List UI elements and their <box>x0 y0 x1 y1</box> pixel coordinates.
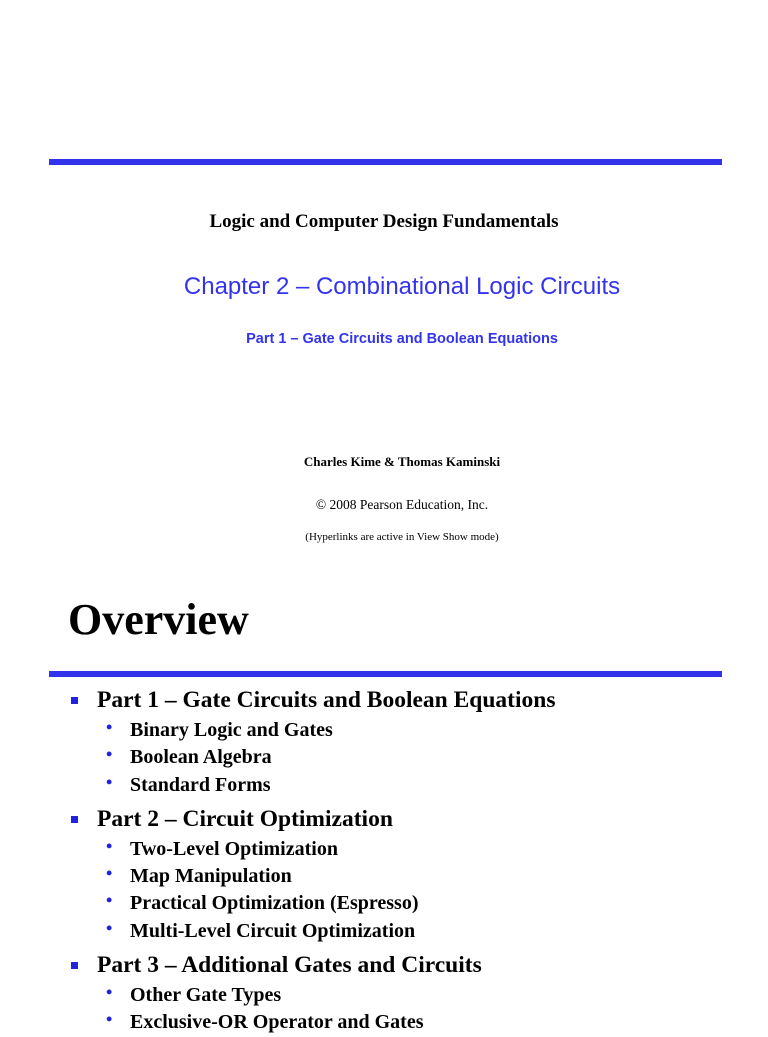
part-subtitle: Part 1 – Gate Circuits and Boolean Equations <box>246 331 558 347</box>
overview-rule <box>49 671 722 677</box>
dot-bullet-icon: • <box>106 717 113 737</box>
course-title: Logic and Computer Design Fundamentals <box>209 211 559 232</box>
outline-item <box>68 863 748 890</box>
hyperlink-note: (Hyperlinks are active in View Show mode) <box>305 531 499 543</box>
outline-part-1 <box>68 684 748 717</box>
dot-bullet-icon: • <box>106 1009 113 1030</box>
outline-item-label: Other Gate Types <box>130 984 282 1007</box>
outline-item <box>68 772 748 799</box>
square-bullet-icon <box>71 816 78 823</box>
outline-item-label: Boolean Algebra <box>130 746 272 769</box>
outline-item-label: Multi-Level Circuit Optimization <box>130 919 416 942</box>
outline-item-label: Map Manipulation <box>130 865 292 888</box>
overview-title: Overview <box>68 595 249 644</box>
outline-item <box>68 918 748 945</box>
dot-bullet-icon: • <box>106 835 113 856</box>
outline-item-label: Binary Logic and Gates <box>130 719 333 741</box>
authors: Charles Kime & Thomas Kaminski <box>303 454 501 469</box>
copyright: © 2008 Pearson Education, Inc. <box>315 497 489 512</box>
overview-outline <box>68 684 748 1037</box>
square-bullet-icon <box>71 697 78 704</box>
dot-bullet-icon: • <box>106 744 113 765</box>
outline-part-2 <box>68 803 748 836</box>
dot-bullet-icon: • <box>106 771 113 792</box>
outline-item <box>68 836 748 863</box>
dot-bullet-icon: • <box>106 863 113 884</box>
outline-item-label: Two-Level Optimization <box>130 837 338 860</box>
outline-item <box>68 890 748 917</box>
outline-item <box>68 1009 748 1036</box>
outline-item-label: Practical Optimization (Espresso) <box>130 892 419 915</box>
square-bullet-icon <box>71 962 78 969</box>
outline-item-label: Standard Forms <box>130 773 271 796</box>
outline-part-3 <box>68 949 748 982</box>
chapter-title: Chapter 2 – Combinational Logic Circuits <box>183 273 621 300</box>
dot-bullet-icon: • <box>106 917 113 938</box>
dot-bullet-icon: • <box>106 982 113 1003</box>
outline-item-label: Exclusive-OR Operator and Gates <box>130 1011 424 1034</box>
outline-item <box>68 717 748 744</box>
dot-bullet-icon: • <box>106 890 113 911</box>
outline-part-label: Part 2 – Circuit Optimization <box>97 805 393 832</box>
outline-item <box>68 744 748 771</box>
title-slide-top-rule <box>49 159 722 165</box>
outline-item <box>68 982 748 1009</box>
outline-part-label: Part 3 – Additional Gates and Circuits <box>97 952 482 979</box>
outline-part-label: Part 1 – Gate Circuits and Boolean Equations <box>97 687 556 713</box>
